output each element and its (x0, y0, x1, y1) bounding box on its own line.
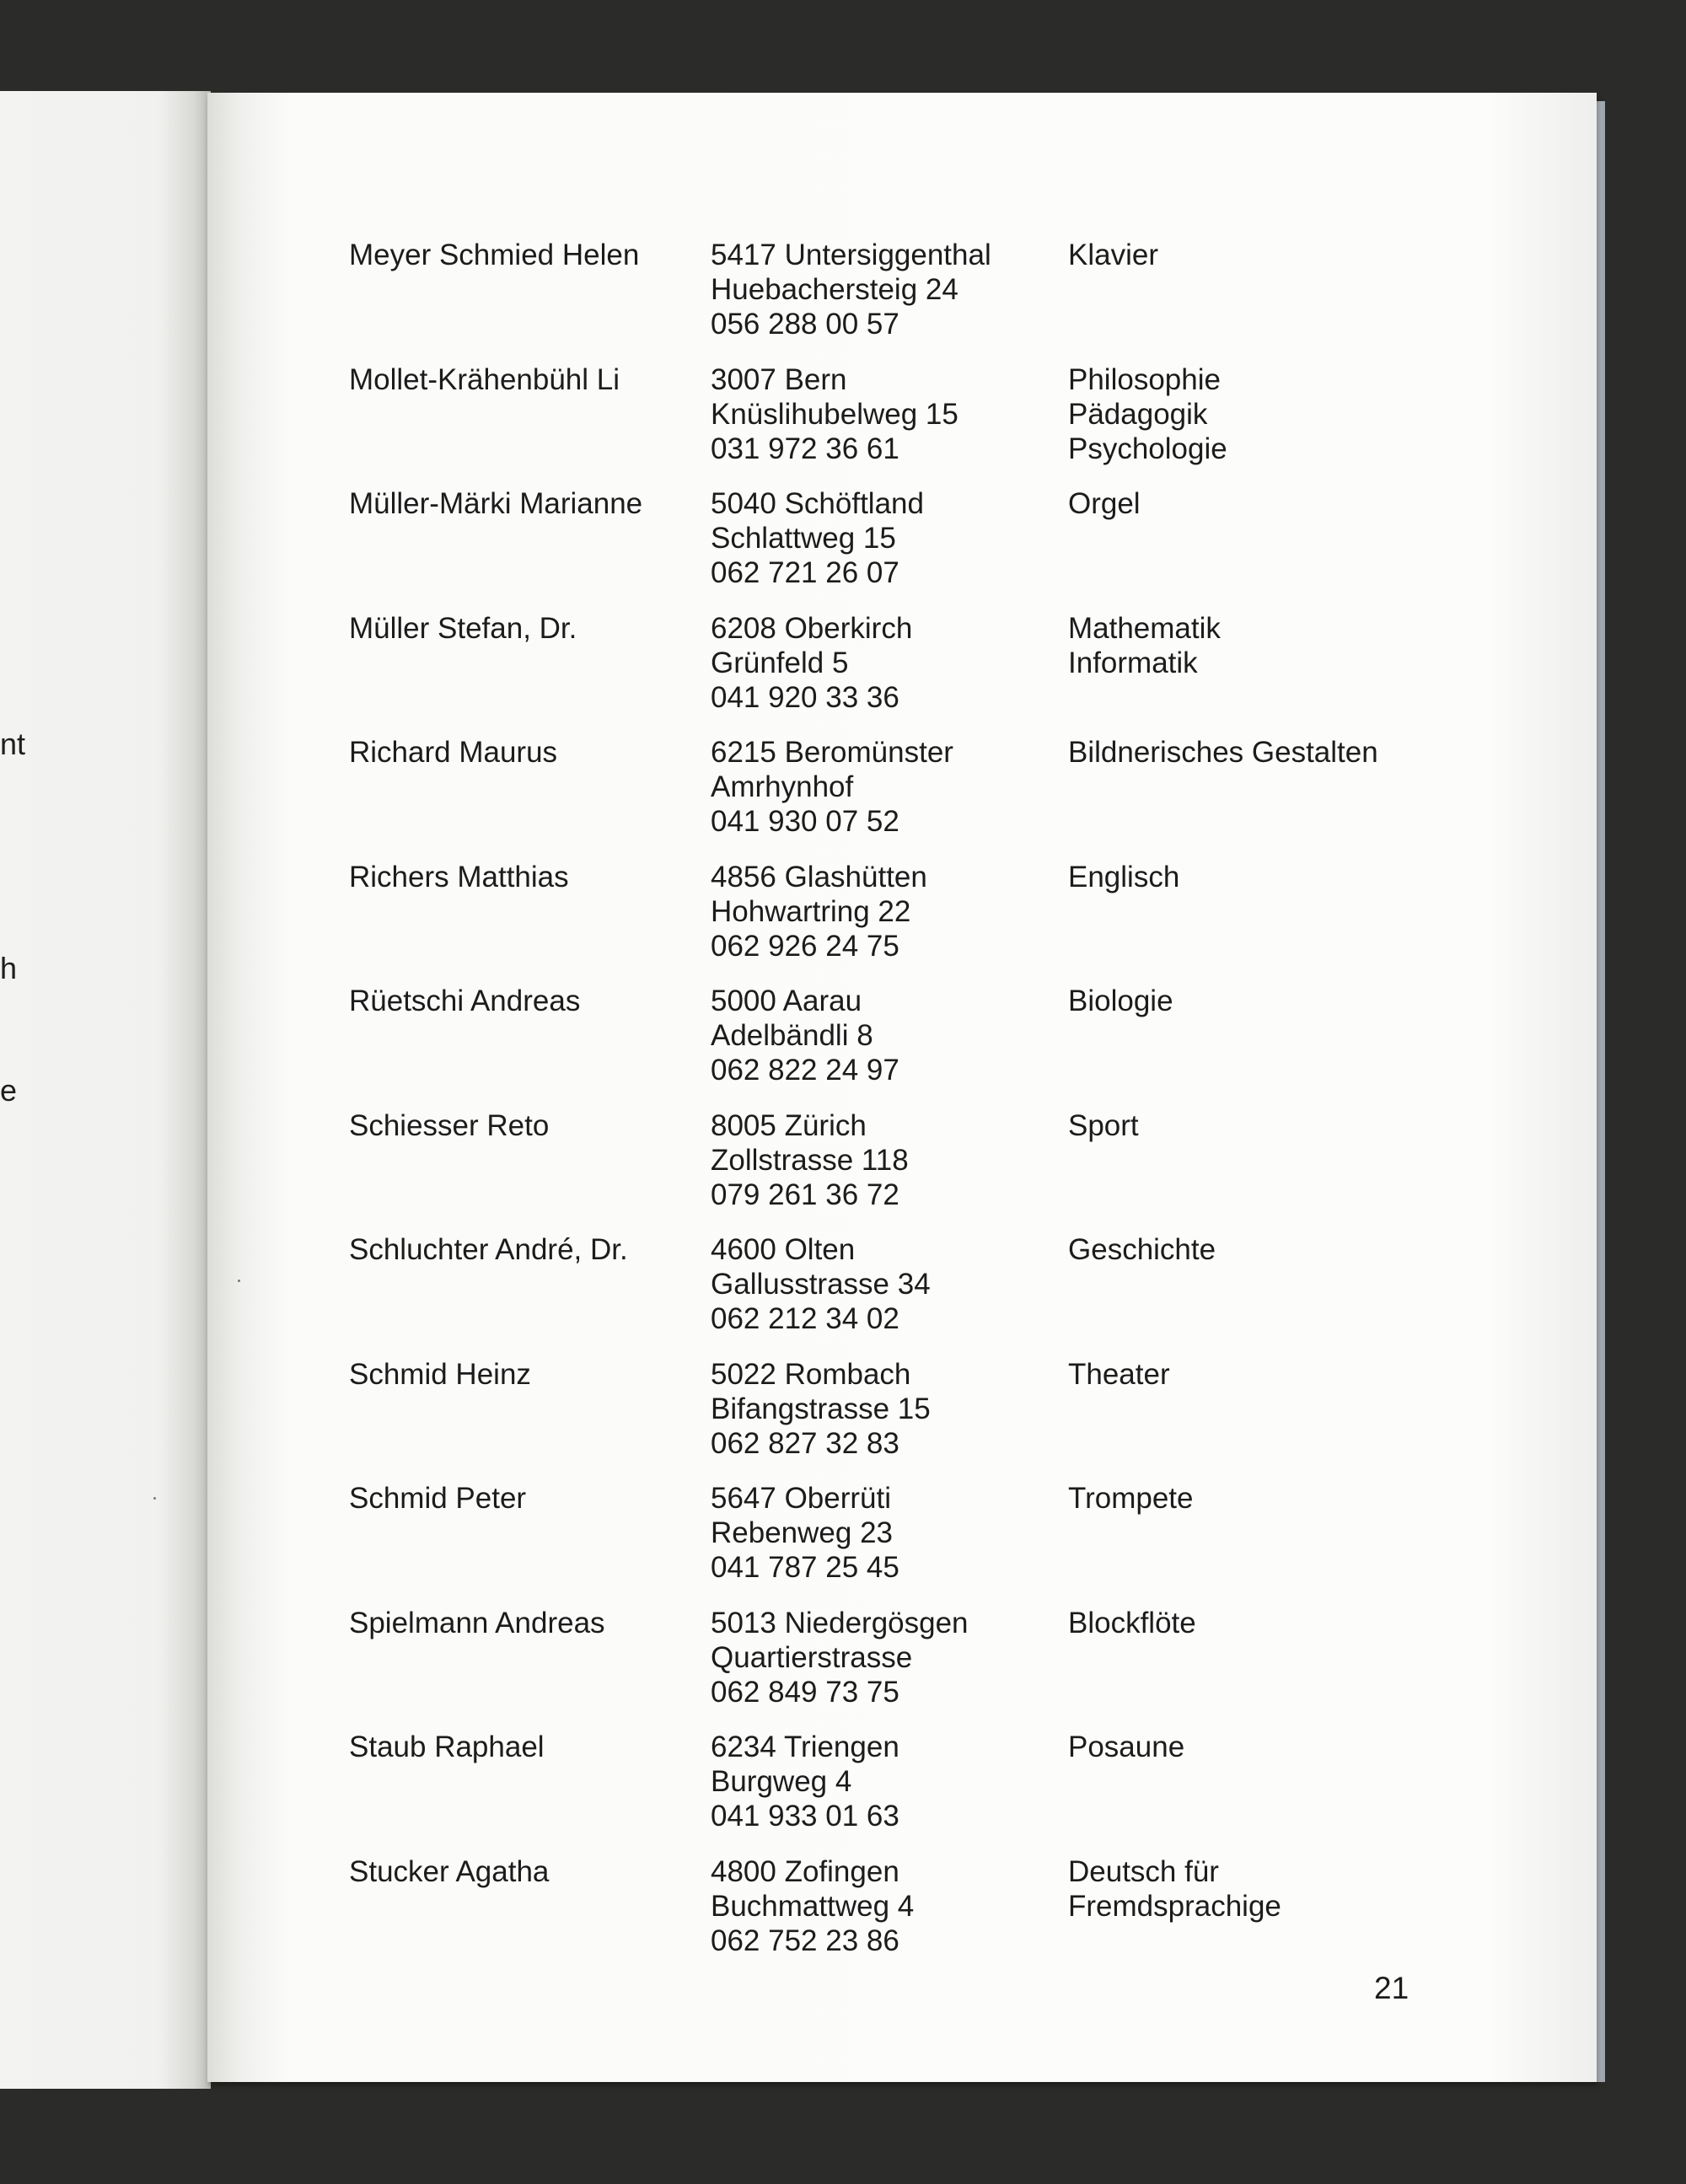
entry-address (711, 1357, 1073, 1461)
entry-subjects (1068, 1606, 1490, 1640)
left-page-fragment: nt (0, 727, 26, 761)
entry-street: Zollstrasse 118 (711, 1143, 909, 1177)
entry-name: Schmid Peter (349, 1482, 527, 1515)
entry-subjects (1068, 611, 1490, 680)
entry-address (711, 486, 1073, 590)
entry-address (711, 1854, 1073, 1958)
entry-address (711, 238, 1073, 341)
entry-postal-city: 4856 Glashütten (711, 860, 927, 893)
entry-postal-city: 5000 Aarau (711, 985, 862, 1017)
entry-street: Burgweg 4 (711, 1765, 852, 1798)
entry-postal-city: 5040 Schöftland (711, 487, 924, 520)
entry-name: Richers Matthias (349, 860, 569, 893)
entry-street: Quartierstrasse (711, 1640, 913, 1674)
entry-street: Bifangstrasse 15 (711, 1392, 931, 1425)
directory-entry (207, 1606, 1597, 1730)
entry-phone: 062 822 24 97 (711, 1054, 899, 1087)
directory-entry (207, 1730, 1597, 1854)
entry-address (711, 984, 1073, 1087)
entry-subject: Informatik (1068, 646, 1198, 679)
entry-subject: Philosophie (1068, 362, 1221, 396)
entry-street: Rebenweg 23 (711, 1516, 893, 1549)
entry-subject: Fremdsprachige (1068, 1889, 1281, 1923)
right-page (207, 93, 1597, 2082)
entry-subjects (1068, 1232, 1490, 1267)
entry-address (711, 735, 1073, 839)
directory-entry (207, 1481, 1597, 1605)
entry-postal-city: 3007 Bern (711, 362, 847, 396)
entry-name: Meyer Schmied Helen (349, 239, 640, 271)
entry-subjects (1068, 1730, 1490, 1764)
entry-phone: 062 212 34 02 (711, 1302, 899, 1335)
entry-name: Richard Maurus (349, 736, 558, 769)
entry-subjects (1068, 486, 1490, 521)
left-page-fragment: h (0, 951, 18, 985)
entry-address (711, 1232, 1073, 1336)
entry-phone: 031 972 36 61 (711, 432, 899, 465)
entry-phone: 062 752 23 86 (711, 1924, 899, 1957)
left-page-fragment: e (0, 1073, 18, 1108)
entry-subjects (1068, 1481, 1490, 1516)
entry-phone: 041 930 07 52 (711, 805, 899, 838)
entry-subjects (1068, 238, 1490, 272)
entry-phone: 062 827 32 83 (711, 1426, 899, 1460)
directory-entry (207, 860, 1597, 984)
entry-address (711, 860, 1073, 963)
directory-entry (207, 735, 1597, 859)
entry-postal-city: 5647 Oberrüti (711, 1482, 892, 1515)
entry-name: Spielmann Andreas (349, 1606, 605, 1639)
entry-postal-city: 4600 Olten (711, 1233, 856, 1266)
directory-entry (207, 1357, 1597, 1481)
entry-postal-city: 6234 Triengen (711, 1731, 899, 1763)
entry-postal-city: 4800 Zofingen (711, 1854, 899, 1888)
entry-name: Müller-Märki Marianne (349, 487, 643, 520)
entry-street: Knüslihubelweg 15 (711, 397, 958, 431)
entry-phone: 041 920 33 36 (711, 680, 899, 714)
entry-subject: Biologie (1068, 985, 1173, 1017)
entry-postal-city: 5022 Rombach (711, 1357, 911, 1391)
entry-street: Huebachersteig 24 (711, 273, 958, 306)
entry-address (711, 611, 1073, 715)
entry-subjects (1068, 362, 1490, 466)
directory-entry (207, 1854, 1597, 1978)
dust-speck (153, 1497, 156, 1500)
entry-subject: Deutsch für (1068, 1854, 1219, 1888)
page-number: 21 (1374, 1971, 1409, 2005)
entry-name: Staub Raphael (349, 1731, 545, 1763)
entry-subjects (1068, 984, 1490, 1018)
entry-subject: Orgel (1068, 487, 1141, 520)
entry-address (711, 362, 1073, 466)
entry-subject: Theater (1068, 1357, 1170, 1391)
entry-name: Schluchter André, Dr. (349, 1233, 628, 1266)
entry-subject: Englisch (1068, 860, 1180, 893)
entry-subject: Geschichte (1068, 1233, 1216, 1266)
entry-street: Gallusstrasse 34 (711, 1268, 931, 1301)
entry-subject: Bildnerisches Gestalten (1068, 736, 1378, 769)
entry-phone: 056 288 00 57 (711, 308, 899, 341)
entry-postal-city: 5417 Untersiggenthal (711, 239, 991, 271)
entry-postal-city: 6208 Oberkirch (711, 611, 913, 645)
entry-postal-city: 8005 Zürich (711, 1108, 867, 1142)
entry-address (711, 1108, 1073, 1212)
entry-street: Adelbändli 8 (711, 1019, 873, 1052)
entry-address (711, 1730, 1073, 1833)
entry-subject: Pädagogik (1068, 397, 1208, 431)
entry-address (711, 1481, 1073, 1585)
entry-subjects (1068, 1108, 1490, 1143)
entry-name: Stucker Agatha (349, 1854, 550, 1888)
entry-subject: Sport (1068, 1108, 1139, 1142)
left-page (0, 91, 211, 2089)
dust-speck (238, 1280, 240, 1282)
entry-subjects (1068, 1854, 1490, 1924)
entry-subject: Klavier (1068, 239, 1158, 271)
directory-entry (207, 984, 1597, 1108)
entry-name: Mollet-Krähenbühl Li (349, 362, 620, 396)
entry-name: Rüetschi Andreas (349, 985, 581, 1017)
entry-phone: 062 926 24 75 (711, 929, 899, 963)
entry-phone: 041 787 25 45 (711, 1551, 899, 1584)
entry-street: Schlattweg 15 (711, 522, 896, 555)
directory-entry (207, 1232, 1597, 1356)
directory-entry (207, 1108, 1597, 1232)
entry-subjects (1068, 1357, 1490, 1392)
entry-subject: Trompete (1068, 1482, 1194, 1515)
entry-subjects (1068, 735, 1490, 770)
directory-entry (207, 362, 1597, 486)
entry-name: Müller Stefan, Dr. (349, 611, 577, 645)
entry-phone: 079 261 36 72 (711, 1178, 899, 1211)
directory-entry (207, 238, 1597, 362)
entry-subject: Posaune (1068, 1731, 1185, 1763)
directory-entry (207, 486, 1597, 610)
entry-subject: Psychologie (1068, 432, 1227, 465)
entry-address (711, 1606, 1073, 1709)
entry-postal-city: 6215 Beromünster (711, 736, 953, 769)
entry-postal-city: 5013 Niedergösgen (711, 1606, 969, 1639)
entry-street: Hohwartring 22 (711, 894, 911, 928)
entry-street: Buchmattweg 4 (711, 1889, 915, 1923)
entry-subject: Mathematik (1068, 611, 1221, 645)
entry-phone: 062 721 26 07 (711, 556, 899, 589)
entry-phone: 041 933 01 63 (711, 1800, 899, 1833)
entry-name: Schmid Heinz (349, 1357, 531, 1391)
entry-street: Grünfeld 5 (711, 646, 849, 679)
entry-subjects (1068, 860, 1490, 894)
entry-subject: Blockflöte (1068, 1606, 1196, 1639)
directory-entry (207, 611, 1597, 735)
entry-street: Amrhynhof (711, 770, 854, 803)
entry-phone: 062 849 73 75 (711, 1675, 899, 1709)
entry-name: Schiesser Reto (349, 1108, 550, 1142)
